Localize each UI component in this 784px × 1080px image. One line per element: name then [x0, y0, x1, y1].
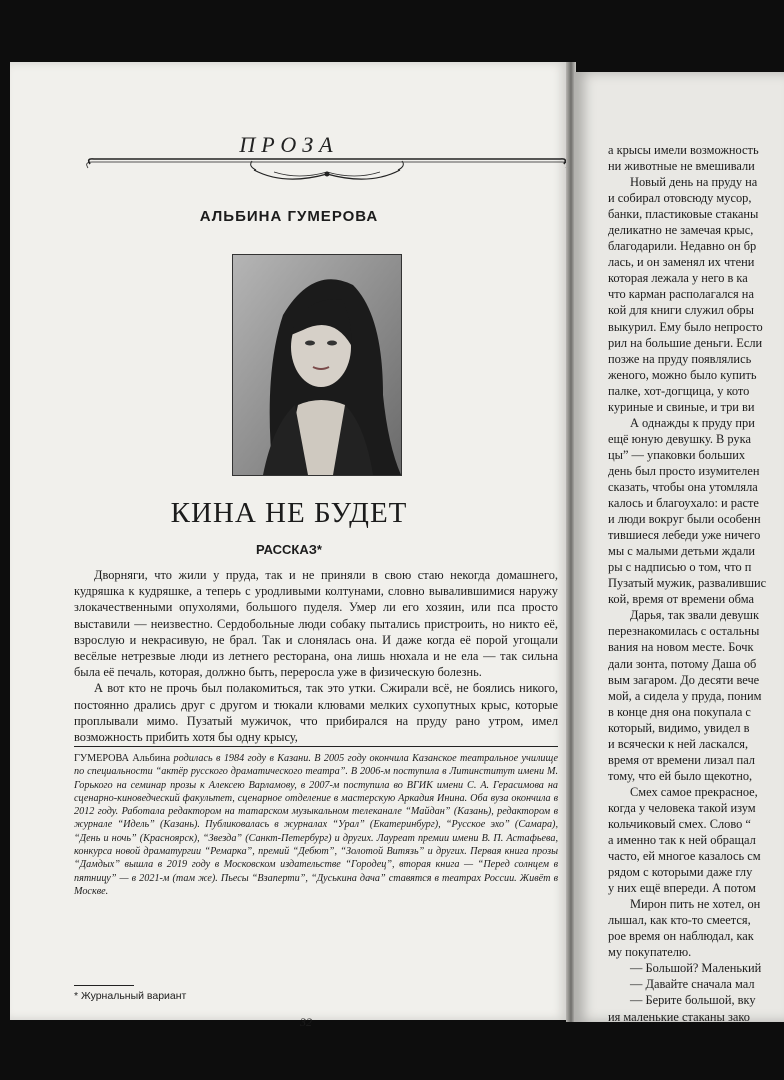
text-line: ия маленькие стаканы зако: [608, 1009, 750, 1022]
text-line: Новый день на пруду на: [630, 175, 758, 190]
ornament-divider: [84, 156, 570, 192]
text-line: ещё юную девушку. В рука: [608, 431, 751, 446]
text-line: день был просто изумителен: [608, 463, 760, 478]
text-line: лышал, как кто-то смеется,: [608, 913, 751, 928]
text-line: — Большой? Маленький: [630, 961, 762, 976]
text-line: банки, пластиковые стаканы: [608, 207, 759, 222]
text-line: лась, и он заменял их чтени: [608, 255, 755, 270]
text-line: который, видимо, увидел в: [608, 720, 750, 735]
text-line: тившиеся лебеди уже ничего: [608, 528, 761, 543]
text-line: тому, что ей было щекотно,: [608, 768, 753, 783]
text-line: благодарили. Недавно он бр: [608, 239, 757, 254]
text-line: — Берите большой, вку: [630, 993, 756, 1008]
text-line: Мирон пить не хотел, он: [630, 897, 761, 912]
text-line: деликатно не замечая крыс,: [608, 223, 754, 238]
text-line: Смех самое прекрасное,: [630, 784, 758, 799]
text-line: и всячески к ней ласкался,: [608, 736, 749, 751]
text-line: палке, хот-догщица, у кото: [608, 383, 750, 398]
bio-separator: [74, 746, 558, 747]
text-line: цы” — упаковки больших: [608, 447, 746, 462]
text-line: мой, а сидела у пруда, поним: [608, 688, 762, 703]
story-title: КИНА НЕ БУДЕТ: [170, 497, 408, 529]
text-line: Дарья, так звали девушк: [630, 608, 759, 623]
text-line: а крысы имели возможность: [608, 143, 759, 157]
text-line: женого, можно было купить: [608, 367, 757, 382]
text-line: а именно так к ней обращал: [608, 833, 756, 848]
footnote-separator: [74, 985, 134, 986]
section-title: ПРОЗА: [239, 132, 339, 157]
text-line: му покупателю.: [608, 945, 692, 960]
author-photo: [232, 254, 402, 476]
right-page-text: [608, 142, 784, 1022]
text-line: ры с надписью о том, что п: [608, 560, 752, 575]
text-line: кольчиковый смех. Слово “: [608, 816, 751, 831]
story-paragraph: Дворняги, что жили у пруда, так и не приняли в свою стаю некогда домашнего, кудряшка к кудряшке, а теперь с уродливыми колтунами, словно вывалившимися наружу злокачественными опухолями, большого пуделя. Умер ли его хозяин, или пса просто выставили — неизвестно. Сердобольные люди собаку пытались пристроить, но никто её, взрослую и некрасивую, не брал. Так и слонялась она. И даже когда её порой угощали весёлые нетрезвые люди из летнего ресторана, она лишь нюхала и не ела — так сильна была её печаль, которая, должно быть, переросла уже в физическую болезнь.: [74, 568, 558, 680]
author-name: АЛЬБИНА ГУМЕРОВА: [199, 208, 379, 225]
page-number: 32: [300, 1015, 312, 1029]
portrait-illustration: [233, 255, 401, 475]
text-line: время от времени лизал пал: [608, 752, 755, 767]
text-line: часто, ей многое казалось см: [608, 849, 761, 864]
text-line: и люди вокруг были особенн: [608, 512, 761, 527]
story-subtitle: РАССКАЗ*: [256, 542, 322, 557]
text-line: кой, время от времени обма: [608, 592, 755, 607]
text-line: дали зонта, потому Даша об: [608, 656, 757, 671]
text-line: в конце дня она покупала с: [608, 704, 751, 719]
text-line: А однажды к пруду при: [630, 415, 755, 430]
text-line: выкурил. Ему было непросто: [608, 319, 763, 334]
bio-lead: ГУМЕРОВА Альбина: [74, 753, 171, 764]
text-line: калось и благоухало: и расте: [608, 496, 759, 511]
text-line: мы с малыми детьми ждали: [608, 544, 756, 559]
text-line: когда у человека такой изум: [608, 800, 756, 815]
bio-text: родилась в 1984 году в Казани. В 2005 году окончила Казанское театральное училище по специальности “актёр русского драматического театра”. В 2006-м поступила в Литинститут имени М. Горького на семинар прозы к Алексею Варламову, в 2007-м поступила во ВГИК имени С. А. Герасимова на сценарно-киноведческий факультет, сценарное отделение в мастерскую Аркадия Инина. Оба вуза окончила в 2012 году. Работала редактором на татарском музыкальном телеканале “Майдан” (Казань), редактором в журнале “Идель” (Казань). Публиковалась в журналах “Урал” (Екатеринбург), “Русское эхо” (Самара), “День и ночь” (Красноярск), “Звезда” (Санкт-Петербург) и других. Лауреат премии имени В. П. Астафьева, конкурса новой драматургии “Ремарка”, премий “Дебют”, “Золотой Витязь” и других. Первая книга прозы “Дамдых” вышла в 2019 году в Московском издательстве “Городец”, вторая книга — “Перед солнцем в пятницу” — в 2021-м (там же). Пьесы “Взаперти”, “Дуськина дача” ставятся в театрах России. Живёт в Москве.: [74, 753, 558, 897]
text-line: Пузатый мужик, развалившис: [608, 576, 767, 591]
text-line: сказать, чтобы она утомляла: [608, 479, 758, 494]
text-line: которая лежала у него в ка: [608, 271, 748, 286]
text-line: у них ещё впереди. А потом: [608, 881, 756, 896]
text-line: ни животные не вмешивали: [608, 159, 755, 174]
text-line: кой для книги служил обры: [608, 303, 754, 318]
text-line: вания на новом месте. Бочк: [608, 640, 754, 655]
story-paragraph: А вот кто не прочь был полакомиться, так это утки. Сжирали всё, не боялись никого, постоянно дрались друг с другом и тюкали клювами мелких сухопутных крыс, которые проплывали мимо. Пузатый мужичок, что прибирался на пруду рано утром, имел возможность прибить хотя бы одну крысу,: [74, 681, 558, 745]
footnote: * Журнальный вариант: [74, 990, 187, 1002]
text-line: рядом с которыми даже глу: [608, 865, 753, 880]
story-body: [74, 567, 558, 745]
author-bio: [74, 752, 558, 898]
text-line: рое время он наблюдал, как: [608, 929, 754, 944]
text-line: куриные и свиные, и три ви: [608, 399, 755, 414]
right-page: [574, 72, 784, 1022]
left-page: [10, 62, 568, 1029]
text-line: — Давайте сначала мал: [630, 977, 755, 992]
text-line: рил на большие деньги. Если: [608, 335, 763, 350]
text-line: позже на пруду появлялись: [608, 351, 752, 366]
text-line: что карман располагался на: [608, 287, 754, 302]
text-line: вым загаром. До десяти вече: [608, 672, 760, 687]
text-line: и собирал отовсюду мусор,: [608, 191, 752, 206]
text-line: перезнакомилась с остальны: [608, 624, 760, 639]
